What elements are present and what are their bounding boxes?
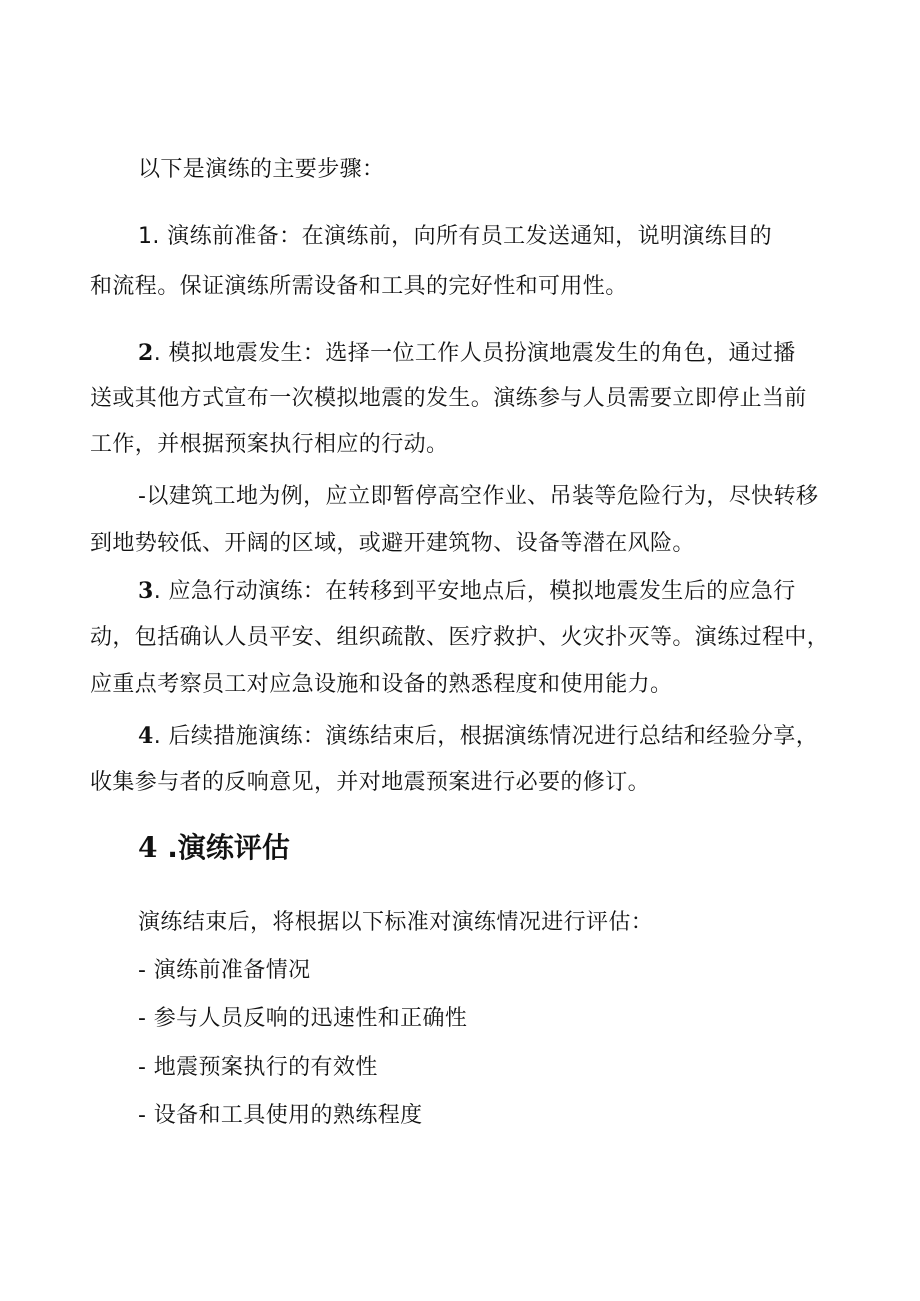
section-heading [138, 830, 290, 866]
evaluation-intro: 演练结束后，将根据以下标准对演练情况进行评估： [138, 910, 654, 935]
step4-line [138, 721, 818, 752]
step2-line: 工作，并根据预案执行相应的行动。 [90, 432, 449, 457]
step3-number: 3 [138, 578, 154, 604]
step3-line [138, 576, 796, 607]
step3-text: . 应急行动演练：在转移到平安地点后，模拟地震发生后的应急行 [153, 579, 796, 604]
evaluation-item: - 设备和工具使用的熟练程度 [138, 1103, 423, 1128]
evaluation-item: - 参与人员反响的迅速性和正确性 [138, 1006, 468, 1031]
step2-line [138, 338, 796, 369]
section-number: 4 [138, 831, 158, 864]
evaluation-item: - 地震预案执行的有效性 [138, 1055, 378, 1080]
step2-note-line: -以建筑工地为例，应立即暂停高空作业、吊装等危险行为，尽快转移 [138, 484, 819, 509]
step3-line: 应重点考察员工对应急设施和设备的熟悉程度和使用能力。 [90, 672, 673, 697]
step1-line: 和流程。保证演练所需设备和工具的完好性和可用性。 [90, 274, 628, 299]
step1-line: 1. 演练前准备：在演练前，向所有员工发送通知，说明演练目的 [138, 224, 772, 249]
intro-paragraph: 以下是演练的主要步骤： [138, 157, 385, 182]
step4-number: 4 [138, 723, 154, 749]
section-title: .演练评估 [167, 831, 290, 864]
step2-text: . 模拟地震发生：选择一位工作人员扮演地震发生的角色，通过播 [153, 341, 796, 366]
step4-text: . 后续措施演练：演练结束后，根据演练情况进行总结和经验分享， [153, 724, 819, 749]
step2-note-line: 到地势较低、开阔的区域，或避开建筑物、设备等潜在风险。 [90, 531, 695, 556]
step3-line: 动，包括确认人员平安、组织疏散、医疗救护、火灾扑灭等。演练过程中， [90, 625, 830, 650]
step2-line: 送或其他方式宣布一次模拟地震的发生。演练参与人员需要立即停止当前 [90, 386, 807, 411]
step4-line: 收集参与者的反响意见，并对地震预案进行必要的修订。 [90, 770, 651, 795]
step2-number: 2 [138, 340, 154, 366]
evaluation-item: - 演练前准备情况 [138, 958, 311, 983]
